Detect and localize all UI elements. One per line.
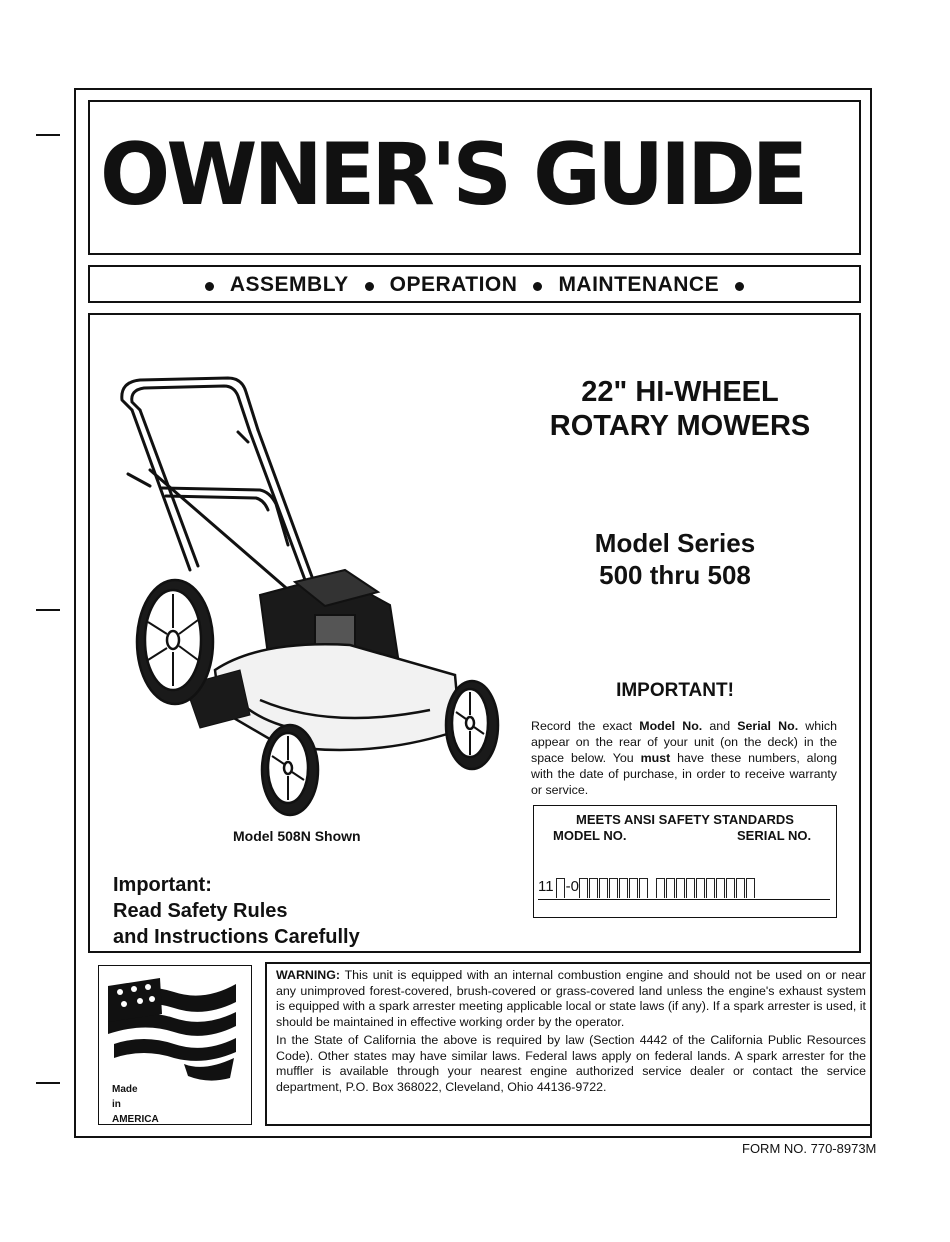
product-headline xyxy=(520,375,840,443)
model-series xyxy=(560,527,790,591)
bullet-icon xyxy=(205,282,214,291)
entry-cell[interactable] xyxy=(579,878,588,898)
important-heading: IMPORTANT! xyxy=(616,680,734,701)
model-series-line-1: Model Series xyxy=(594,528,756,558)
model-series-line-2: 500 thru 508 xyxy=(599,560,751,590)
safety-line-2: Read Safety Rules xyxy=(113,900,288,922)
subtitle-item-maintenance: MAINTENANCE xyxy=(558,273,720,296)
headline-line-1: 22" HI-WHEEL xyxy=(581,376,779,408)
entry-cell[interactable] xyxy=(726,878,735,898)
entry-cell[interactable] xyxy=(706,878,715,898)
subtitle-row xyxy=(90,268,859,302)
made-line-2: in xyxy=(112,1099,121,1110)
model-prefix: 11 xyxy=(538,878,554,895)
page-title: OWNER'S GUIDE xyxy=(100,125,805,225)
record-bold-must: must xyxy=(640,751,671,765)
made-line-1: Made xyxy=(112,1084,138,1095)
headline-line-2: ROTARY MOWERS xyxy=(549,410,811,442)
entry-cell[interactable] xyxy=(696,878,705,898)
scan-mark xyxy=(36,1082,60,1084)
scan-mark xyxy=(36,134,60,136)
lawn-mower-illustration xyxy=(110,370,510,820)
record-bold-model: Model No. xyxy=(639,719,703,733)
subtitle-item-operation: OPERATION xyxy=(389,273,518,296)
safety-notice xyxy=(113,872,360,950)
model-no-label: MODEL NO. xyxy=(553,828,627,843)
serial-no-label: SERIAL NO. xyxy=(737,828,812,843)
bullet-icon xyxy=(365,282,374,291)
record-text-4: have these numbers, along with the date of purchase, in order to receive warranty or service. xyxy=(531,751,837,797)
made-in-america-label xyxy=(112,1082,159,1127)
bullet-icon xyxy=(533,282,542,291)
entry-cell[interactable] xyxy=(736,878,745,898)
entry-cell[interactable] xyxy=(656,878,665,898)
entry-cell[interactable] xyxy=(746,878,755,898)
warning-text xyxy=(276,968,866,1098)
entry-cell[interactable] xyxy=(619,878,628,898)
record-bold-serial: Serial No. xyxy=(737,719,799,733)
warning-paragraph-2: In the State of California the above is required by law (Section 4442 of the California Public Resources Code). Other states may have similar laws. Federal laws apply on federal lands. A spark arrester for the muffler is available through your nearest engine authorized service dealer or contact the service department, P.O. Box 368022, Cleveland, Ohio 44136-9722. xyxy=(276,1033,866,1094)
model-serial-entry[interactable] xyxy=(538,872,756,898)
entry-cell[interactable] xyxy=(716,878,725,898)
bullet-icon xyxy=(735,282,744,291)
entry-cell[interactable] xyxy=(556,878,565,898)
american-flag-icon xyxy=(104,972,246,1084)
ansi-rule xyxy=(538,899,830,900)
record-text-1: Record the exact xyxy=(531,719,640,733)
ansi-title: MEETS ANSI SAFETY STANDARDS xyxy=(576,812,794,827)
entry-cell[interactable] xyxy=(666,878,675,898)
made-line-3: AMERICA xyxy=(112,1114,159,1125)
entry-cell[interactable] xyxy=(599,878,608,898)
entry-cell[interactable] xyxy=(629,878,638,898)
entry-cell[interactable] xyxy=(686,878,695,898)
safety-line-3: and Instructions Carefully xyxy=(113,926,360,948)
scan-mark xyxy=(36,609,60,611)
image-caption: Model 508N Shown xyxy=(233,828,361,844)
entry-cell[interactable] xyxy=(589,878,598,898)
warning-label: WARNING: xyxy=(276,968,341,982)
entry-cell[interactable] xyxy=(676,878,685,898)
record-text-2: and xyxy=(702,719,738,733)
model-mid: -0 xyxy=(565,878,579,895)
record-text-3: which appear on the rear of your unit (on the deck) in the space below. You xyxy=(531,719,837,765)
safety-line-1: Important: xyxy=(113,874,212,896)
entry-cell[interactable] xyxy=(609,878,618,898)
subtitle-item-assembly: ASSEMBLY xyxy=(229,273,349,296)
record-instructions xyxy=(531,718,837,798)
entry-cell[interactable] xyxy=(639,878,648,898)
form-number: FORM NO. 770-8973M xyxy=(742,1141,877,1156)
warning-paragraph-1: This unit is equipped with an internal combustion engine and should not be used on or near any unimproved forest-covered, brush-covered or grass-covered land unless the engine's exhaust system is equipped with a spark arrester meeting applicable local or state laws (if any). If a spark arrester is used, it should be maintained in effective working order by the operator. xyxy=(276,968,867,1029)
